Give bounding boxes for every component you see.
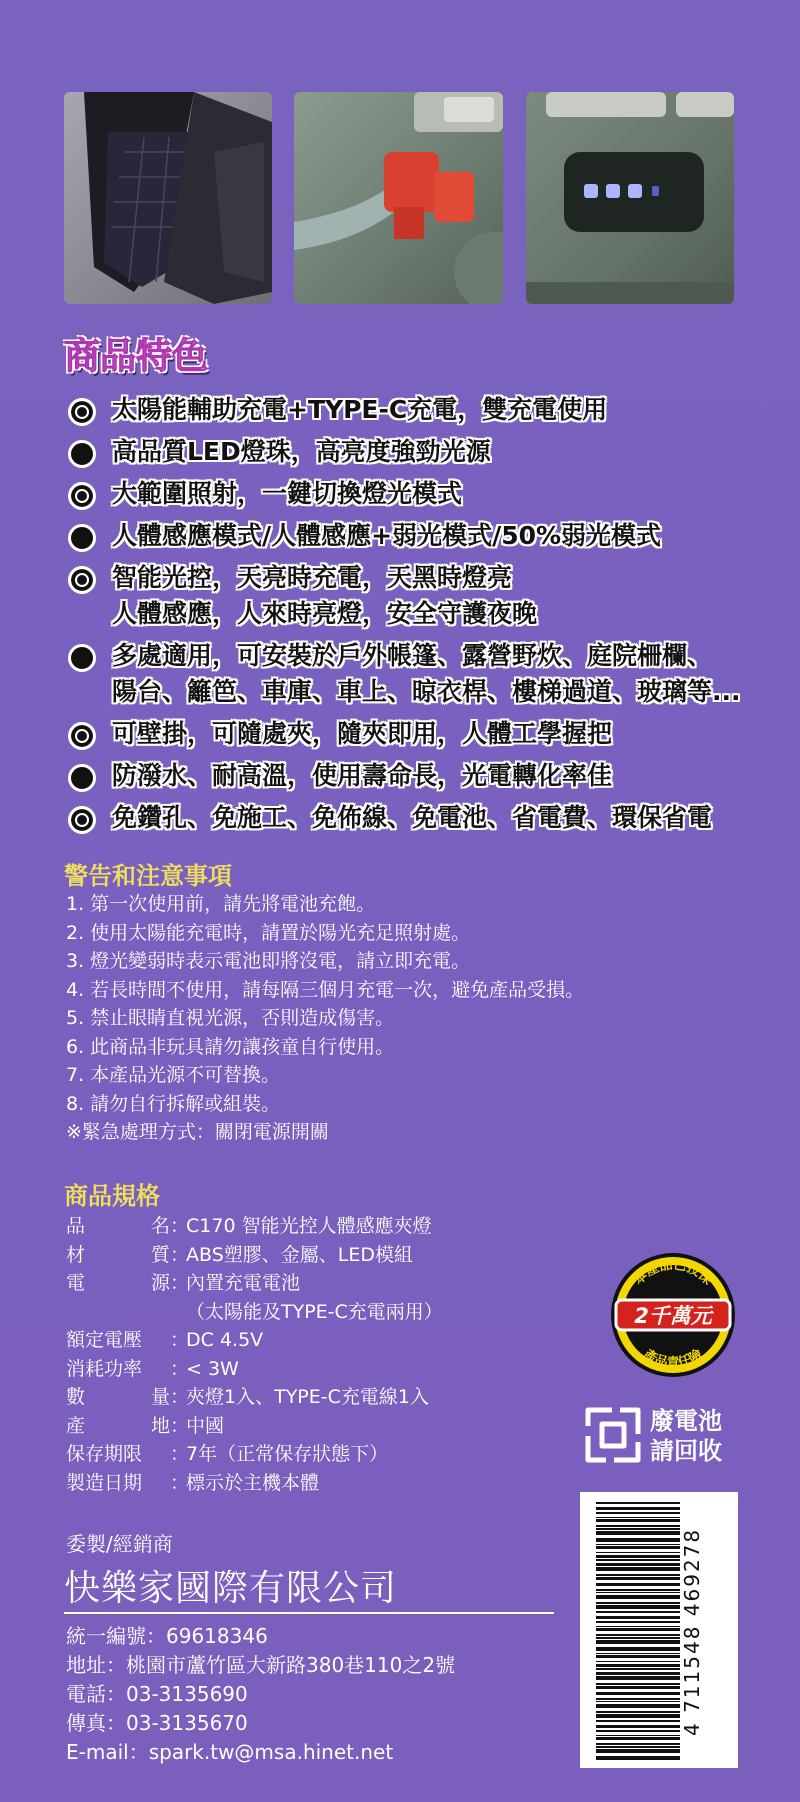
spec-row bbox=[66, 1469, 586, 1498]
contact-row: E-mail：spark.tw@msa.hinet.net bbox=[66, 1740, 394, 1764]
contact-row: 電話：03-3135690 bbox=[66, 1682, 248, 1706]
spec-value: C170 智能光控人體感應夾燈 bbox=[186, 1215, 432, 1237]
spec-label bbox=[66, 1241, 170, 1270]
ring-bullet-icon bbox=[68, 806, 96, 834]
spec-label bbox=[66, 1412, 170, 1441]
ring-bullet-icon bbox=[68, 722, 96, 750]
feature-item bbox=[68, 560, 778, 632]
feature-text: 人體感應，人來時亮燈，安全守護夜晚 bbox=[112, 599, 538, 628]
feature-item bbox=[68, 518, 778, 554]
spec-row bbox=[66, 1440, 586, 1469]
spec-value: 中國 bbox=[186, 1414, 225, 1437]
warning-item: 4. 若長時間不使用，請每隔三個月充電一次，避免產品受損。 bbox=[66, 978, 585, 1001]
feature-item bbox=[68, 434, 778, 470]
feature-text: 免鑽孔、免施工、免佈線、免電池、省電費、環保省電 bbox=[112, 803, 713, 832]
feature-item bbox=[68, 758, 778, 794]
feature-text: 多處適用，可安裝於戶外帳篷、露營野炊、庭院柵欄、 bbox=[112, 641, 713, 670]
specs-list bbox=[66, 1212, 586, 1497]
spec-label-part: 額定電壓 bbox=[66, 1329, 143, 1351]
spec-value: < 3W bbox=[186, 1357, 239, 1380]
spec-colon: ： bbox=[170, 1243, 190, 1266]
feature-text: 陽台、籬笆、車庫、車上、晾衣桿、樓梯過道、玻璃等... bbox=[112, 677, 741, 706]
warning-item: 8. 請勿自行拆解或組裝。 bbox=[66, 1092, 281, 1115]
contact-row: 地址：桃園市蘆竹區大新路380巷110之2號 bbox=[66, 1653, 456, 1677]
spec-label-part: 保存期限 bbox=[66, 1443, 143, 1465]
spec-colon: ： bbox=[170, 1272, 190, 1294]
feature-text: 防潑水、耐高溫，使用壽命長，光電轉化率佳 bbox=[112, 761, 613, 790]
spec-label-part: 質 bbox=[150, 1243, 170, 1266]
contact-row: 統一編號：69618346 bbox=[66, 1624, 268, 1648]
spec-label bbox=[66, 1440, 170, 1469]
spec-colon: ： bbox=[170, 1471, 190, 1494]
spec-label-part: 地 bbox=[150, 1414, 170, 1437]
feature-text: 高品質LED燈珠，高亮度強勁光源 bbox=[112, 437, 491, 466]
spec-label bbox=[66, 1383, 170, 1412]
spec-row bbox=[66, 1298, 586, 1327]
contact-info bbox=[66, 1622, 455, 1767]
spec-label-part: 量 bbox=[150, 1386, 170, 1408]
features-list bbox=[68, 392, 778, 842]
badge-amount: 2千萬元 bbox=[634, 1304, 712, 1328]
features-heading: 商品特色 bbox=[64, 336, 209, 377]
maker-label: 委製/經銷商 bbox=[66, 1532, 173, 1556]
badge-bottom-text: 產品責任險 bbox=[640, 1346, 706, 1371]
recycle-icon bbox=[584, 1406, 642, 1464]
barcode-bars bbox=[592, 1492, 692, 1768]
feature-text: 智能光控，天亮時充電，天黑時燈亮 bbox=[112, 563, 513, 592]
ring-bullet-icon bbox=[68, 566, 96, 594]
spec-label bbox=[66, 1469, 170, 1498]
warning-item: 1. 第一次使用前，請先將電池充飽。 bbox=[66, 893, 376, 915]
warning-item: 3. 燈光變弱時表示電池即將沒電，請立即充電。 bbox=[66, 950, 471, 972]
spec-label-part: 消耗功率 bbox=[66, 1357, 143, 1380]
spec-row bbox=[66, 1212, 586, 1241]
warning-item: 6. 此商品非玩具請勿讓孩童自行使用。 bbox=[66, 1035, 395, 1058]
specs-heading: 商品規格 bbox=[64, 1182, 160, 1210]
insurance-badge bbox=[608, 1250, 738, 1380]
spec-label-part: 產 bbox=[66, 1414, 86, 1437]
ring-bullet-icon bbox=[68, 398, 96, 426]
spec-colon: ： bbox=[170, 1386, 190, 1408]
feature-item bbox=[68, 800, 778, 836]
feature-text: 可壁掛，可隨處夾，隨夾即用，人體工學握把 bbox=[112, 719, 613, 748]
spec-colon: ： bbox=[170, 1443, 190, 1465]
spec-colon: ： bbox=[170, 1357, 190, 1380]
spec-row bbox=[66, 1241, 586, 1270]
spec-label-part: 材 bbox=[66, 1243, 86, 1266]
battery-indicator-photo bbox=[526, 92, 734, 304]
warning-item: 7. 本產品光源不可替換。 bbox=[66, 1064, 281, 1086]
spec-label-part: 源 bbox=[150, 1272, 170, 1294]
feature-item bbox=[68, 392, 778, 428]
maker-name: 快樂家國際有限公司 bbox=[64, 1568, 398, 1609]
solid-bullet-icon bbox=[68, 524, 96, 552]
spec-label-part: 數 bbox=[66, 1386, 86, 1408]
spec-label-part: 品 bbox=[66, 1215, 86, 1237]
warning-item: 2. 使用太陽能充電時，請置於陽光充足照射處。 bbox=[66, 921, 471, 944]
spec-label bbox=[66, 1326, 170, 1355]
spec-colon: ： bbox=[170, 1414, 190, 1437]
spec-label-part: 電 bbox=[66, 1272, 86, 1294]
spec-colon: ： bbox=[170, 1329, 190, 1351]
feature-text: 人體感應模式/人體感應+弱光模式/50%弱光模式 bbox=[112, 521, 662, 550]
feature-text: 大範圍照射，一鍵切換燈光模式 bbox=[112, 479, 463, 508]
spec-value: 內置充電電池 bbox=[186, 1272, 301, 1294]
barcode-number: 4 711548 469278 bbox=[680, 1527, 704, 1736]
product-photos bbox=[64, 92, 734, 304]
warnings-heading: 警告和注意事項 bbox=[64, 862, 232, 890]
battery-recycle bbox=[584, 1406, 744, 1466]
feature-item bbox=[68, 716, 778, 752]
spec-row bbox=[66, 1355, 586, 1384]
solid-bullet-icon bbox=[68, 644, 96, 672]
usb-c-port-photo bbox=[294, 92, 503, 304]
spec-label bbox=[66, 1269, 170, 1298]
spec-value: DC 4.5V bbox=[186, 1329, 264, 1351]
feature-item bbox=[68, 476, 778, 512]
spec-label bbox=[66, 1355, 170, 1384]
contact-row: 傳真：03-3135670 bbox=[66, 1711, 248, 1735]
feature-item bbox=[68, 638, 778, 710]
ring-bullet-icon bbox=[68, 482, 96, 510]
spec-label bbox=[66, 1212, 170, 1241]
spec-value: 夾燈1入、TYPE-C充電線1入 bbox=[186, 1386, 429, 1408]
spec-value: 7年（正常保存狀態下） bbox=[186, 1443, 389, 1465]
spec-label-part: 製造日期 bbox=[66, 1471, 143, 1494]
badge-top-text: 本產品已投保 bbox=[631, 1257, 715, 1289]
spec-row bbox=[66, 1269, 586, 1298]
spec-value: （太陽能及TYPE-C充電兩用） bbox=[186, 1300, 443, 1323]
spec-row bbox=[66, 1412, 586, 1441]
feature-text: 太陽能輔助充電+TYPE-C充電，雙充電使用 bbox=[112, 395, 608, 424]
warning-item: 5. 禁止眼睛直視光源，否則造成傷害。 bbox=[66, 1007, 395, 1029]
recycle-line-2: 請回收 bbox=[650, 1437, 722, 1465]
barcode bbox=[580, 1492, 738, 1768]
spec-row bbox=[66, 1326, 586, 1355]
spec-value: ABS塑膠、金屬、LED模組 bbox=[186, 1243, 413, 1266]
spec-row bbox=[66, 1383, 586, 1412]
spec-label-part: 名 bbox=[150, 1215, 170, 1237]
spec-value: 標示於主機本體 bbox=[186, 1471, 320, 1494]
divider bbox=[64, 1612, 554, 1614]
solid-bullet-icon bbox=[68, 440, 96, 468]
solar-panel-photo bbox=[64, 92, 272, 304]
spec-colon: ： bbox=[170, 1215, 190, 1237]
recycle-line-1: 廢電池 bbox=[650, 1407, 722, 1435]
solid-bullet-icon bbox=[68, 764, 96, 792]
warnings-list bbox=[66, 890, 766, 1147]
warning-item: ※緊急處理方式：關閉電源開關 bbox=[66, 1121, 329, 1143]
